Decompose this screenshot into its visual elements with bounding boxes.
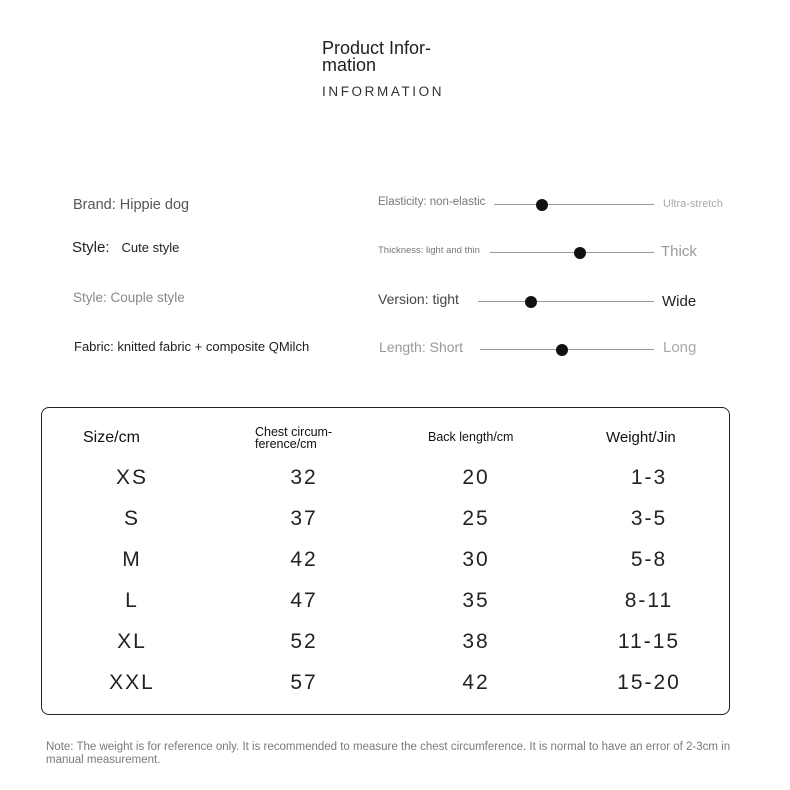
size-cell: M bbox=[122, 548, 142, 571]
weight-cell: 8-11 bbox=[624, 589, 674, 612]
chest-cell: 52 bbox=[290, 630, 318, 653]
thickness-track bbox=[490, 252, 654, 253]
chest-cell: 42 bbox=[290, 548, 318, 571]
fabric-text: Fabric: knitted fabric + composite QMilch bbox=[74, 339, 310, 354]
thickness-label: Thickness: light and thin bbox=[378, 245, 480, 256]
page-subtitle: INFORMATION bbox=[322, 84, 445, 99]
chest-cell: 37 bbox=[290, 507, 318, 530]
chest-cell: 57 bbox=[290, 671, 318, 694]
length-label: Length: Short bbox=[379, 339, 464, 355]
elasticity-label: Elasticity: non-elastic bbox=[378, 196, 486, 208]
size-cell: L bbox=[125, 589, 139, 612]
weight-cell: 11-15 bbox=[617, 630, 681, 653]
back-length-cell: 20 bbox=[462, 466, 490, 489]
size-cell: XL bbox=[117, 630, 147, 653]
size-cell: S bbox=[123, 507, 140, 530]
chest-cell: 47 bbox=[290, 589, 318, 612]
weight-cell: 15-20 bbox=[617, 671, 681, 694]
back-length-cell: 42 bbox=[462, 671, 490, 694]
measurement-note: Note: The weight is for reference only. It is recommended to measure the chest circumference. It is normal to have an error of 2-3cm in manual measurement. bbox=[46, 741, 731, 766]
chest-cell: 32 bbox=[290, 466, 318, 489]
elasticity-end-label: Ultra-stretch bbox=[663, 198, 723, 210]
thickness-end-label: Thick bbox=[661, 243, 697, 260]
style-row bbox=[72, 239, 179, 256]
elasticity-knob bbox=[536, 199, 548, 211]
weight-cell: 3-5 bbox=[630, 507, 668, 530]
thickness-knob bbox=[574, 247, 586, 259]
weight-cell: 1-3 bbox=[630, 466, 668, 489]
back-length-header: Back length/cm bbox=[428, 430, 514, 444]
weight-header: Weight/Jin bbox=[606, 429, 676, 446]
style-label: Style: bbox=[72, 239, 110, 256]
length-knob bbox=[556, 344, 568, 356]
version-track bbox=[478, 301, 654, 302]
version-knob bbox=[525, 296, 537, 308]
weight-cell: 5-8 bbox=[630, 548, 668, 571]
back-length-cell: 30 bbox=[462, 548, 490, 571]
version-label: Version: tight bbox=[378, 291, 459, 307]
chest-header: Chest circum-ference/cm bbox=[255, 425, 333, 451]
style-value: Cute style bbox=[121, 240, 180, 255]
back-length-cell: 25 bbox=[462, 507, 490, 530]
page-title: Product Infor-mation bbox=[322, 38, 432, 75]
couple-style-text: Style: Couple style bbox=[73, 290, 185, 305]
elasticity-track bbox=[494, 204, 654, 205]
size-header: Size/cm bbox=[83, 429, 140, 446]
size-cell: XS bbox=[115, 466, 148, 489]
length-end-label: Long bbox=[663, 339, 697, 356]
back-length-cell: 35 bbox=[462, 589, 490, 612]
version-end-label: Wide bbox=[662, 293, 697, 310]
brand-text: Brand: Hippie dog bbox=[73, 197, 190, 213]
size-cell: XXL bbox=[109, 671, 155, 694]
back-length-cell: 38 bbox=[462, 630, 490, 653]
